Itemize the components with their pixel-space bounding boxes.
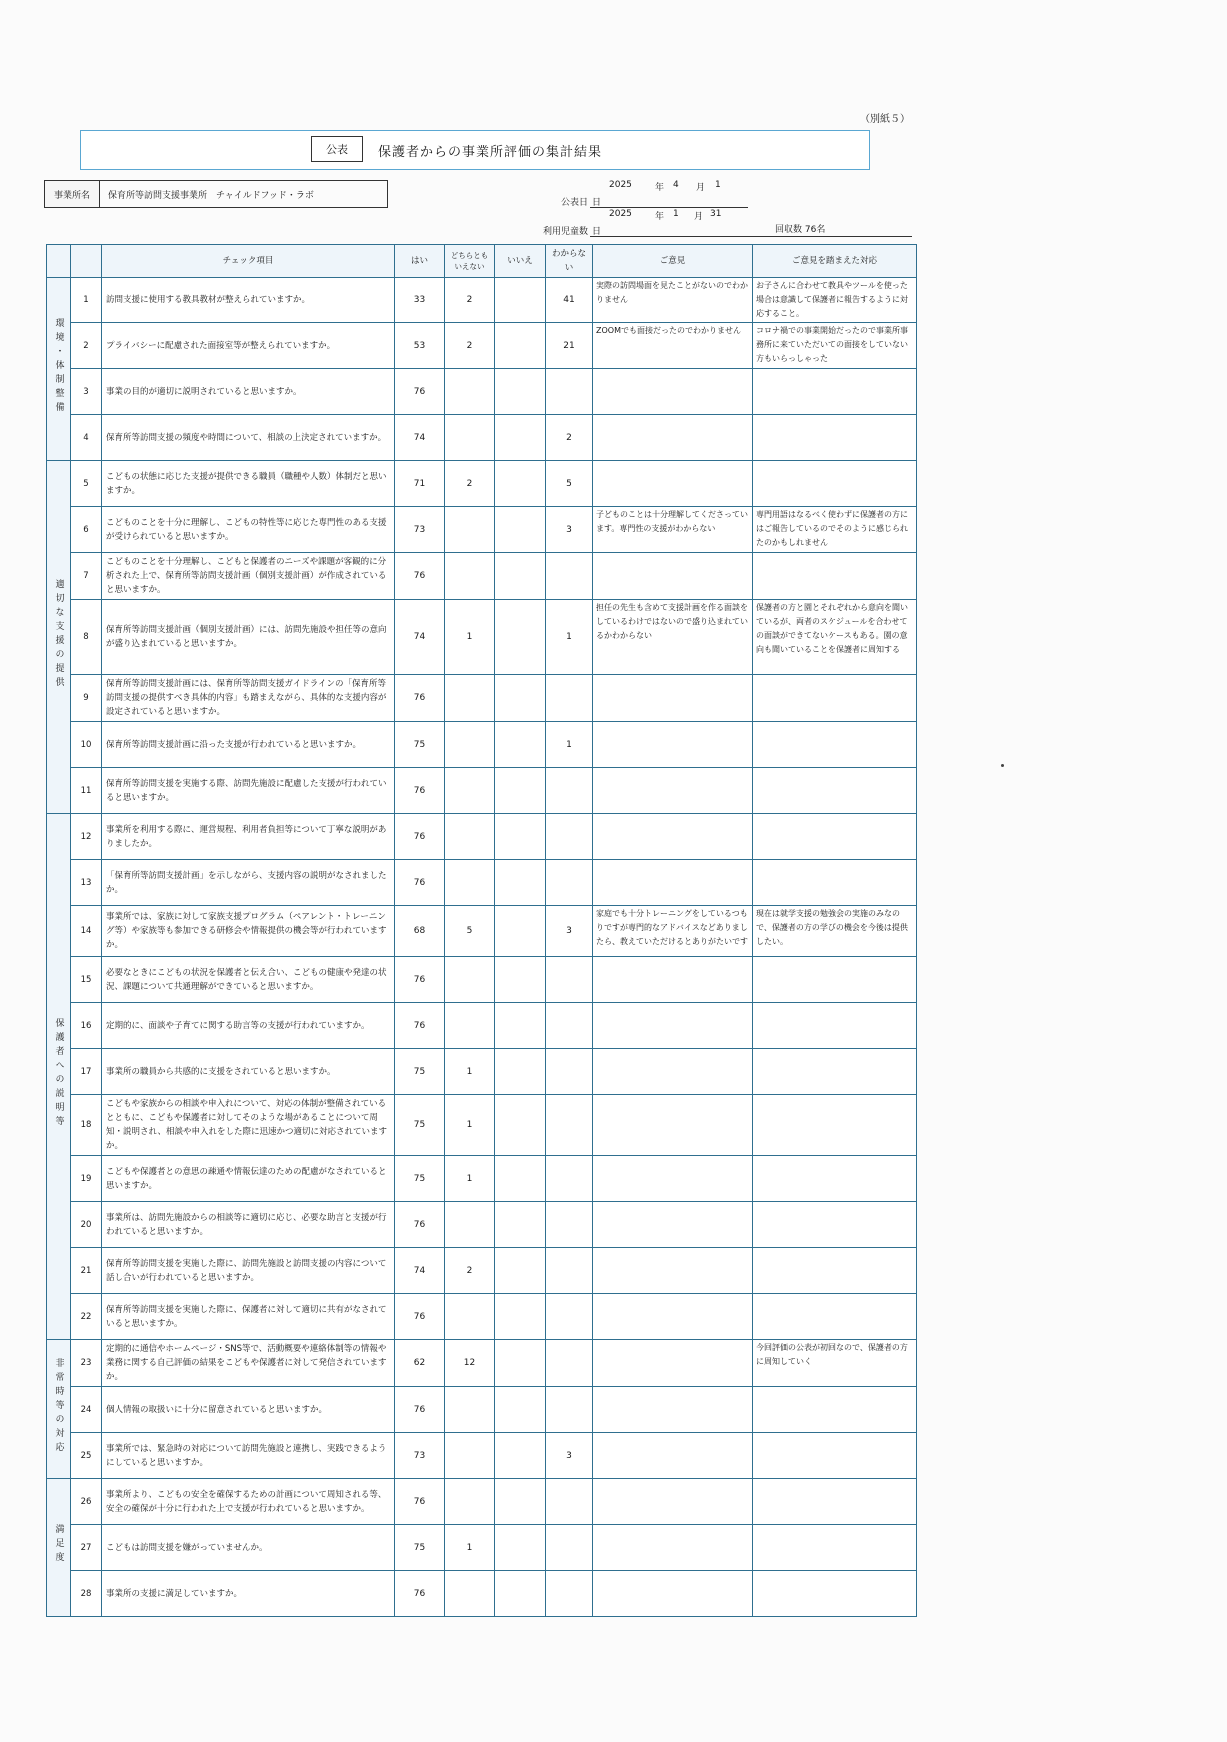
yes-count: 75 (395, 1049, 445, 1095)
neither-count: 5 (445, 906, 495, 957)
neither-count: 1 (445, 1095, 495, 1156)
pub-underline (590, 207, 748, 208)
table-row (47, 1571, 917, 1617)
header-opinion: ご意見 (593, 245, 753, 278)
row-number: 5 (71, 461, 102, 507)
yes-count: 76 (395, 814, 445, 860)
check-item: 事業所より、こどもの安全を確保するための計画について周知される等、安全の確保が十分に行われた上で支援が行われていると思いますか。 (102, 1479, 395, 1525)
yes-count: 76 (395, 1571, 445, 1617)
row-number: 7 (71, 553, 102, 600)
office-name: 保育所等訪問支援事業所 チャイルドフッド・ラボ (108, 190, 314, 201)
response-text (753, 1095, 917, 1156)
check-item: 事業所では、緊急時の対応について訪問先施設と連携し、実践できるようにしていると思いますか。 (102, 1433, 395, 1479)
no-count (495, 1340, 546, 1387)
table-row (47, 1525, 917, 1571)
no-count (495, 1202, 546, 1248)
response-text (753, 814, 917, 860)
response-text: 現在は就学支援の勉強会の実施のみなので、保護者の方の学びの機会を今後は提供したい。 (753, 906, 917, 957)
unknown-count (546, 1003, 593, 1049)
neither-count (445, 675, 495, 722)
check-item: こどもや家族からの相談や申入れについて、対応の体制が整備されているとともに、こどもや保護者に対してそのような場があることについて周知・説明され、相談や申入れをした際に迅速かつ適切に対応されていますか。 (102, 1095, 395, 1156)
yes-count: 73 (395, 507, 445, 553)
category-label: 環境・体制整備 (53, 317, 64, 416)
usage-day: 31 (710, 209, 722, 219)
category-label: 適切な支援の提供 (53, 578, 64, 691)
row-number: 24 (71, 1387, 102, 1433)
pub-year-unit: 年 (655, 183, 665, 193)
check-item: 事業所の職員から共感的に支援をされていると思いますか。 (102, 1049, 395, 1095)
response-text (753, 1049, 917, 1095)
response-text (753, 1479, 917, 1525)
check-item: 保育所等訪問支援計画に沿った支援が行われていると思いますか。 (102, 722, 395, 768)
check-item: 事業所は、訪問先施設からの相談等に適切に応じ、必要な助言と支援が行われていると思いますか。 (102, 1202, 395, 1248)
row-number: 26 (71, 1479, 102, 1525)
neither-count (445, 768, 495, 814)
response-text (753, 1202, 917, 1248)
no-count (495, 1294, 546, 1340)
yes-count: 76 (395, 1294, 445, 1340)
yes-count: 74 (395, 600, 445, 675)
usage-label: 利用児童数 (543, 227, 589, 237)
table-row (47, 814, 917, 860)
opinion-text (593, 1525, 753, 1571)
check-item: こどもの状態に応じた支援が提供できる職員（職種や人数）体制だと思いますか。 (102, 461, 395, 507)
table-row (47, 1049, 917, 1095)
unknown-count (546, 1095, 593, 1156)
yes-count: 75 (395, 722, 445, 768)
neither-count (445, 957, 495, 1003)
table-body (47, 278, 917, 1617)
response-text (753, 768, 917, 814)
table-row (47, 860, 917, 906)
header-category (47, 245, 71, 278)
opinion-text: 子どものことは十分理解してくださっています。専門性の支援がわからない (593, 507, 753, 553)
table-row (47, 722, 917, 768)
table-row (47, 957, 917, 1003)
response-text (753, 1248, 917, 1294)
response-text (753, 1387, 917, 1433)
opinion-text (593, 553, 753, 600)
unknown-count (546, 1525, 593, 1571)
usage-month-unit: 月 (694, 212, 704, 222)
category-cell (47, 814, 71, 1340)
response-text (753, 415, 917, 461)
row-number: 3 (71, 369, 102, 415)
check-item: 保育所等訪問支援計画（個別支援計画）には、訪問先施設や担任等の意向が盛り込まれていると思いますか。 (102, 600, 395, 675)
yes-count: 76 (395, 957, 445, 1003)
unknown-count (546, 1049, 593, 1095)
header-unknown: わからない (546, 245, 593, 278)
table-row (47, 906, 917, 957)
neither-count: 2 (445, 323, 495, 369)
row-number: 8 (71, 600, 102, 675)
header-neither: どちらとも いえない (445, 245, 495, 278)
no-count (495, 860, 546, 906)
no-count (495, 507, 546, 553)
unknown-count (546, 675, 593, 722)
no-count (495, 1433, 546, 1479)
opinion-text (593, 1387, 753, 1433)
row-number: 2 (71, 323, 102, 369)
table-row (47, 1202, 917, 1248)
evaluation-table (46, 244, 917, 1617)
unknown-count: 2 (546, 415, 593, 461)
response-text (753, 957, 917, 1003)
check-item: 個人情報の取扱いに十分に留意されていると思いますか。 (102, 1387, 395, 1433)
pub-month-unit: 月 (696, 183, 706, 193)
no-count (495, 1049, 546, 1095)
table-row (47, 553, 917, 600)
yes-count: 76 (395, 1003, 445, 1049)
category-label: 満足度 (53, 1524, 64, 1566)
opinion-text (593, 768, 753, 814)
neither-count (445, 1387, 495, 1433)
no-count (495, 1003, 546, 1049)
table-row (47, 461, 917, 507)
check-item: 保育所等訪問支援を実施する際、訪問先施設に配慮した支援が行われていると思いますか。 (102, 768, 395, 814)
check-item: 必要なときにこどもの状況を保護者と伝え合い、こどもの健康や発達の状況、課題について共通理解ができていると思いますか。 (102, 957, 395, 1003)
yes-count: 74 (395, 415, 445, 461)
row-number: 23 (71, 1340, 102, 1387)
office-name-box (44, 180, 388, 208)
row-number: 14 (71, 906, 102, 957)
check-item: こどものことを十分に理解し、こどもの特性等に応じた専門性のある支援が受けられていると思いますか。 (102, 507, 395, 553)
neither-count (445, 1294, 495, 1340)
check-item: 事業所を利用する際に、運営規程、利用者負担等について丁寧な説明がありましたか。 (102, 814, 395, 860)
opinion-text: 家庭でも十分トレーニングをしているつもりですが専門的なアドバイスなどありましたら、教えていただけるとありがたいです (593, 906, 753, 957)
opinion-text (593, 1248, 753, 1294)
yes-count: 76 (395, 1202, 445, 1248)
no-count (495, 323, 546, 369)
check-item: 事業の目的が適切に説明されていると思いますか。 (102, 369, 395, 415)
opinion-text (593, 1571, 753, 1617)
table-header-row (47, 245, 917, 278)
no-count (495, 1571, 546, 1617)
response-text (753, 1433, 917, 1479)
header-no: いいえ (495, 245, 546, 278)
row-number: 18 (71, 1095, 102, 1156)
check-item: 保育所等訪問支援を実施した際に、保護者に対して適切に共有がなされていると思いますか。 (102, 1294, 395, 1340)
unknown-count (546, 768, 593, 814)
no-count (495, 600, 546, 675)
unknown-count (546, 1571, 593, 1617)
pub-label: 公表日 (561, 198, 589, 208)
yes-count: 76 (395, 369, 445, 415)
yes-count: 76 (395, 1387, 445, 1433)
response-text (753, 461, 917, 507)
no-count (495, 957, 546, 1003)
response-text: 保護者の方と園とそれぞれから意向を聞いているが、両者のスケジュールを合わせての面談ができてないケースもある。園の意向も聞いていることを保護者に周知する (753, 600, 917, 675)
row-number: 10 (71, 722, 102, 768)
opinion-text (593, 1095, 753, 1156)
neither-count (445, 415, 495, 461)
table-row (47, 768, 917, 814)
opinion-text (593, 369, 753, 415)
no-count (495, 278, 546, 323)
unknown-count (546, 1248, 593, 1294)
check-item: 「保育所等訪問支援計画」を示しながら、支援内容の説明がなされましたか。 (102, 860, 395, 906)
unknown-count (546, 1294, 593, 1340)
opinion-text (593, 675, 753, 722)
pub-day-unit: 日 (592, 198, 602, 208)
category-label: 保護者への説明等 (53, 1018, 64, 1130)
response-text: 専門用語はなるべく使わずに保護者の方にはご報告しているのでそのように感じられたのかもしれません (753, 507, 917, 553)
neither-count (445, 1003, 495, 1049)
check-item: 定期的に通信やホームページ・SNS等で、活動概要や連絡体制等の情報や業務に関する自己評価の結果をこどもや保護者に対して発信されていますか。 (102, 1340, 395, 1387)
table-row (47, 1433, 917, 1479)
no-count (495, 675, 546, 722)
response-text (753, 1525, 917, 1571)
neither-count (445, 860, 495, 906)
no-count (495, 768, 546, 814)
usage-day-unit: 日 (592, 227, 602, 237)
neither-count (445, 1202, 495, 1248)
header-response: ご意見を踏まえた対応 (753, 245, 917, 278)
row-number: 11 (71, 768, 102, 814)
table-row (47, 600, 917, 675)
yes-count: 75 (395, 1525, 445, 1571)
unknown-count: 21 (546, 323, 593, 369)
response-text (753, 1156, 917, 1202)
no-count (495, 1248, 546, 1294)
opinion-text (593, 1294, 753, 1340)
usage-year: 2025 (609, 209, 632, 219)
yes-count: 75 (395, 1095, 445, 1156)
check-item: プライバシーに配慮された面接室等が整えられていますか。 (102, 323, 395, 369)
neither-count: 1 (445, 1049, 495, 1095)
neither-count: 1 (445, 1156, 495, 1202)
opinion-text (593, 1202, 753, 1248)
neither-count: 1 (445, 1525, 495, 1571)
check-item: こどもは訪問支援を嫌がっていませんか。 (102, 1525, 395, 1571)
response-text (753, 553, 917, 600)
row-number: 16 (71, 1003, 102, 1049)
row-number: 21 (71, 1248, 102, 1294)
neither-count (445, 722, 495, 768)
yes-count: 53 (395, 323, 445, 369)
category-cell (47, 1479, 71, 1617)
neither-count (445, 369, 495, 415)
table-row (47, 675, 917, 722)
yes-count: 76 (395, 768, 445, 814)
row-number: 17 (71, 1049, 102, 1095)
row-number: 25 (71, 1433, 102, 1479)
table-row (47, 1479, 917, 1525)
opinion-text: ZOOMでも面接だったのでわかりません (593, 323, 753, 369)
unknown-count: 5 (546, 461, 593, 507)
unknown-count: 3 (546, 507, 593, 553)
unknown-count (546, 1340, 593, 1387)
no-count (495, 722, 546, 768)
check-item: 保育所等訪問支援の頻度や時間について、相談の上決定されていますか。 (102, 415, 395, 461)
check-item: 定期的に、面談や子育てに関する助言等の支援が行われていますか。 (102, 1003, 395, 1049)
opinion-text (593, 1003, 753, 1049)
unknown-count (546, 369, 593, 415)
table-row (47, 369, 917, 415)
opinion-text (593, 860, 753, 906)
opinion-text: 実際の訪問場面を見たことがないのでわかりません (593, 278, 753, 323)
response-text (753, 1571, 917, 1617)
neither-count: 2 (445, 1248, 495, 1294)
no-count (495, 1525, 546, 1571)
neither-count (445, 507, 495, 553)
no-count (495, 906, 546, 957)
attachment-label: （別紙５） (860, 114, 910, 125)
neither-count: 12 (445, 1340, 495, 1387)
opinion-text (593, 461, 753, 507)
unknown-count: 1 (546, 600, 593, 675)
yes-count: 76 (395, 675, 445, 722)
opinion-text (593, 1340, 753, 1387)
usage-year-unit: 年 (655, 212, 665, 222)
unknown-count (546, 860, 593, 906)
response-text: 今回評価の公表が初回なので、保護者の方に周知していく (753, 1340, 917, 1387)
pub-month: 4 (673, 180, 679, 190)
row-number: 9 (71, 675, 102, 722)
no-count (495, 1156, 546, 1202)
response-text: コロナ禍での事業開始だったので事業所事務所に来ていただいての面接をしていない方もいらっしゃった (753, 323, 917, 369)
yes-count: 74 (395, 1248, 445, 1294)
row-number: 19 (71, 1156, 102, 1202)
usage-month: 1 (673, 209, 679, 219)
neither-count (445, 814, 495, 860)
yes-count: 73 (395, 1433, 445, 1479)
document-title: 保護者からの事業所評価の集計結果 (378, 145, 603, 160)
opinion-text (593, 957, 753, 1003)
no-count (495, 461, 546, 507)
category-cell (47, 278, 71, 461)
row-number: 13 (71, 860, 102, 906)
check-item: 保育所等訪問支援計画には、保育所等訪問支援ガイドラインの「保育所等訪問支援の提供すべき具体的内容」も踏まえながら、具体的な支援内容が設定されていると思いますか。 (102, 675, 395, 722)
check-item: 事業所では、家族に対して家族支援プログラム（ペアレント・トレーニング等）や家族等も参加できる研修会や情報提供の機会等が行われていますか。 (102, 906, 395, 957)
pub-year: 2025 (609, 180, 632, 190)
row-number: 4 (71, 415, 102, 461)
neither-count (445, 1571, 495, 1617)
yes-count: 76 (395, 1479, 445, 1525)
unknown-count (546, 814, 593, 860)
unknown-count: 1 (546, 722, 593, 768)
neither-count (445, 1479, 495, 1525)
neither-count (445, 553, 495, 600)
response-text (753, 1003, 917, 1049)
no-count (495, 553, 546, 600)
opinion-text: 担任の先生も含めて支援計画を作る面談をしているわけではないので盛り込まれているかわからない (593, 600, 753, 675)
category-cell (47, 461, 71, 814)
table-row (47, 1340, 917, 1387)
opinion-text (593, 415, 753, 461)
response-text (753, 369, 917, 415)
no-count (495, 369, 546, 415)
office-label: 事業所名 (45, 181, 100, 207)
check-item: 事業所の支援に満足していますか。 (102, 1571, 395, 1617)
unknown-count (546, 1387, 593, 1433)
unknown-count: 3 (546, 1433, 593, 1479)
table-row (47, 1095, 917, 1156)
unknown-count (546, 1202, 593, 1248)
opinion-text (593, 1433, 753, 1479)
header-check-item: チェック項目 (102, 245, 395, 278)
yes-count: 76 (395, 553, 445, 600)
unknown-count (546, 1156, 593, 1202)
no-count (495, 415, 546, 461)
category-cell (47, 1340, 71, 1479)
table-row (47, 1003, 917, 1049)
check-item: こどもや保護者との意思の疎通や情報伝達のための配慮がなされていると思いますか。 (102, 1156, 395, 1202)
yes-count: 62 (395, 1340, 445, 1387)
no-count (495, 1095, 546, 1156)
response-text (753, 1294, 917, 1340)
header-yes: はい (395, 245, 445, 278)
row-number: 27 (71, 1525, 102, 1571)
table-row (47, 323, 917, 369)
yes-count: 76 (395, 860, 445, 906)
yes-count: 33 (395, 278, 445, 323)
row-number: 22 (71, 1294, 102, 1340)
table-row (47, 1248, 917, 1294)
unknown-count (546, 1479, 593, 1525)
header-number (71, 245, 102, 278)
neither-count: 1 (445, 600, 495, 675)
yes-count: 71 (395, 461, 445, 507)
yes-count: 68 (395, 906, 445, 957)
row-number: 6 (71, 507, 102, 553)
no-count (495, 1387, 546, 1433)
usage-underline (590, 236, 912, 237)
table-row (47, 415, 917, 461)
no-count (495, 1479, 546, 1525)
opinion-text (593, 1479, 753, 1525)
table-row (47, 1294, 917, 1340)
row-number: 28 (71, 1571, 102, 1617)
check-item: 訪問支援に使用する教具教材が整えられていますか。 (102, 278, 395, 323)
response-count: 回収数 76名 (775, 225, 826, 235)
no-count (495, 814, 546, 860)
unknown-count: 3 (546, 906, 593, 957)
yes-count: 75 (395, 1156, 445, 1202)
check-item: こどものことを十分理解し、こどもと保護者のニーズや課題が客観的に分析された上で、保育所等訪問支援計画（個別支援計画）が作成されていると思いますか。 (102, 553, 395, 600)
neither-count (445, 1433, 495, 1479)
response-text (753, 860, 917, 906)
response-text (753, 675, 917, 722)
category-label: 非常時等の対応 (53, 1357, 64, 1456)
row-number: 1 (71, 278, 102, 323)
unknown-count: 41 (546, 278, 593, 323)
table-row (47, 1156, 917, 1202)
table-row (47, 278, 917, 323)
response-text (753, 722, 917, 768)
opinion-text (593, 814, 753, 860)
row-number: 15 (71, 957, 102, 1003)
opinion-text (593, 1049, 753, 1095)
row-number: 12 (71, 814, 102, 860)
check-item: 保育所等訪問支援を実施した際に、訪問先施設と訪問支援の内容について話し合いが行われていると思いますか。 (102, 1248, 395, 1294)
opinion-text (593, 1156, 753, 1202)
public-badge: 公表 (311, 136, 363, 162)
scan-speck (1001, 764, 1004, 767)
opinion-text (593, 722, 753, 768)
neither-count: 2 (445, 278, 495, 323)
pub-day: 1 (715, 180, 721, 190)
neither-count: 2 (445, 461, 495, 507)
unknown-count (546, 957, 593, 1003)
unknown-count (546, 553, 593, 600)
response-text: お子さんに合わせて教具やツールを使った場合は意識して保護者に報告するように対応すること。 (753, 278, 917, 323)
table-row (47, 1387, 917, 1433)
row-number: 20 (71, 1202, 102, 1248)
table-row (47, 507, 917, 553)
